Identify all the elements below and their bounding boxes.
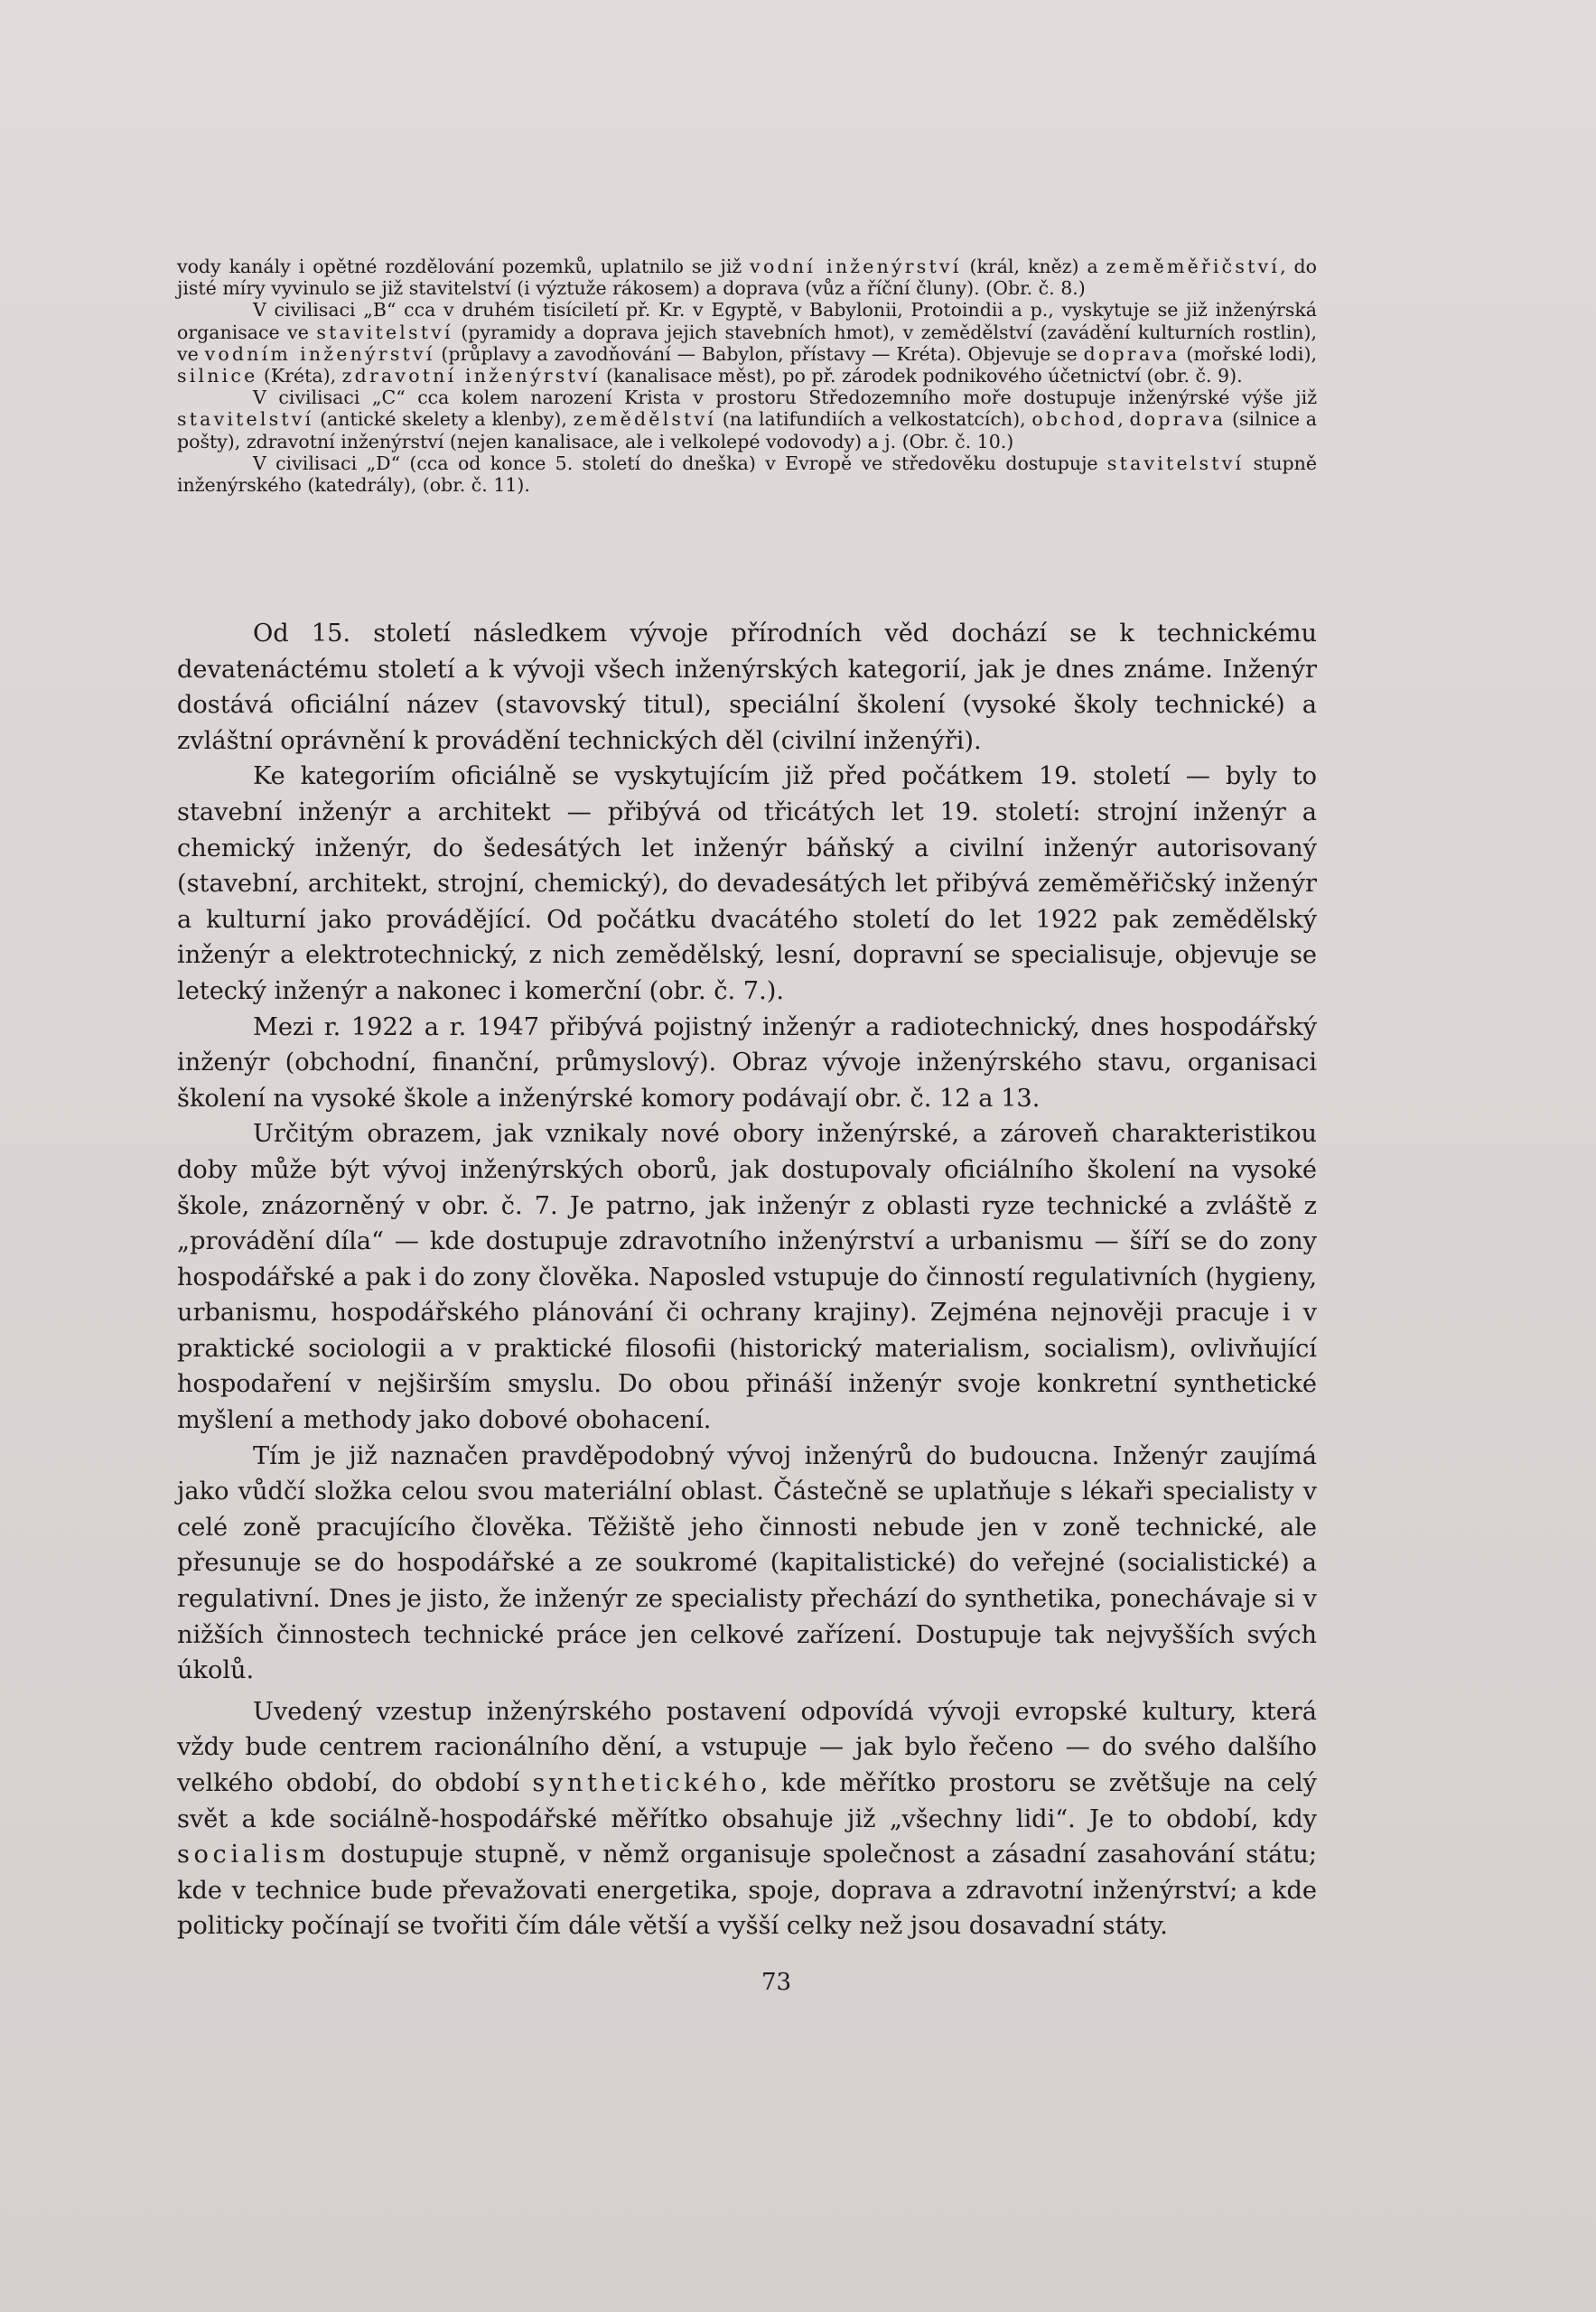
text-run: Ke kategoriím oficiálně se vyskytujícím již před počátkem 19. století — byly to stavební inženýr a architekt — přibývá od třicátých let 19. století: strojní inženýr a chemický inženýr, do šedesátých let inženýr báňský a civilní inženýr autorisovaný (stavební, architekt, strojní, chemický), do devadesátých let přibývá zeměměřičský inženýr a kulturní jako provádějící. Od počátku dvacátého století do let 1922 pak zemědělský inženýr a elektrotechnický, z nich zemědělský, lesní, dopravní se specialisuje, objevuje se letecký inženýr a nakonec i komerční (obr. č. 7.). <box>177 762 1317 1005</box>
text-run: , <box>1117 408 1130 431</box>
body-paragraph <box>177 1694 1317 1944</box>
text-run: Od 15. století následkem vývoje přírodních věd dochází se k technickému devatenáctému století a k vývoji všech inženýrských kategorií, jak je dnes známe. Inženýr dostává oficiální název (stavovský titul), speciální školení (vysoké školy technické) a zvláštní oprávnění k provádění technických děl (civilní inženýři). <box>177 620 1317 755</box>
emphasised-term: zemědělství <box>573 408 717 431</box>
page-number: 73 <box>761 1969 792 1996</box>
body-paragraph <box>177 1010 1317 1117</box>
civilisation-notes <box>177 256 1317 496</box>
emphasised-term: doprava <box>1083 342 1181 365</box>
small-paragraph <box>177 299 1317 387</box>
emphasised-term: vodní inženýrství <box>750 256 962 277</box>
text-run: (kanalisace měst), po př. zárodek podnikového účetnictví (obr. č. 9). <box>600 365 1243 387</box>
text-run: dostupuje stupně, v němž organisuje společnost a zásadní zasahování státu; kde v technice bude převažovati energetika, spoje, doprava a zdravotní inženýrství; a kde politicky počínají se tvořiti čím dále větší a vyšší celky než jsou dosavadní státy. <box>177 1841 1317 1941</box>
text-run: Určitým obrazem, jak vznikaly nové obory inženýrské, a zároveň charakteristikou doby může být vývoj inženýrských oborů, jak dostupovaly oficiálního školení na vysoké škole, znázorněný v obr. č. 7. Je patrno, jak inženýr z oblasti ryze technické a zvláště z „provádění díla“ — kde dostupuje zdravotního inženýrství a urbanismu — šíří se do zony hospodářské a pak i do zony člověka. Naposled vstupuje do činností regulativních (hygieny, urbanismu, hospodářského plánování či ochrany krajiny). Zejména nejnověji pracuje i v praktické sociologii a v praktické filosofii (historický materialism, socialism), ovlivňující hospodaření v nejširším smyslu. Do obou přináší inženýr svoje konkretní synthetické myšlení a methody jako dobové obohacení. <box>177 1120 1317 1435</box>
text-run: Mezi r. 1922 a r. 1947 přibývá pojistný inženýr a radiotechnický, dnes hospodářský inženýr (obchodní, finanční, průmyslový). Obraz vývoje inženýrského stavu, organisaci školení na vysoké škole a inženýrské komory podávají obr. č. 12 a 13. <box>177 1012 1317 1113</box>
body-paragraph <box>177 759 1317 1009</box>
text-run: (Kréta), <box>257 365 342 387</box>
emphasised-term: stavitelství <box>316 321 453 343</box>
text-run: (mořské lodi), <box>1180 342 1317 365</box>
emphasised-term: stavitelství <box>1106 452 1245 474</box>
emphasised-term: doprava <box>1129 408 1227 431</box>
body-paragraph <box>177 1116 1317 1438</box>
emphasised-term: synthetického <box>532 1769 761 1797</box>
body-paragraph <box>177 616 1317 759</box>
text-run: Tím je již naznačen pravděpodobný vývoj inženýrů do budoucna. Inženýr zaujímá jako vůdčí složka celou svou materiální oblast. Částečně se uplatňuje s lékaři specialisty v celé zoně pracujícího člověka. Těžiště jeho činnosti nebude jen v zoně technické, ale přesunuje se do hospodářské a ze soukromé (kapitalistické) do veřejné (socialistické) a regulativní. Dnes je jisto, že inženýr ze specialisty přechází do synthetika, ponechávaje si v nižších činnostech technické práce jen celkové zařízení. Dostupuje tak nejvyšších svých úkolů. <box>177 1441 1317 1685</box>
text-run: (král, kněz) a <box>961 256 1106 277</box>
text-run: (antické skelety a klenby), <box>313 408 574 431</box>
text-run: (silnice a pošty), zdravotní inženýrství (nejen kanalisace, ale i velkolepé vodovody) a j. (Obr. č. 10.) <box>177 408 1318 452</box>
emphasised-term: silnice <box>177 365 258 387</box>
emphasised-term: zeměměřičství <box>1106 256 1281 277</box>
text-run: V civilisaci „B“ cca v druhém tisíciletí př. Kr. v Egyptě, v Babylonii, Protoindii a p., vyskytuje se již inženýrská organisace ve <box>177 299 1317 343</box>
text-run: (průplavy a zavodňování — Babylon, přístavy — Kréta). Objevuje se <box>434 342 1084 365</box>
text-run: Uvedený vzestup inženýrského postavení odpovídá vývoji evropské kultury, která vždy bude centrem racionálního dění, a vstupuje — jak bylo řečeno — do svého dalšího velkého období, do období <box>177 1697 1317 1797</box>
text-run: V civilisaci „D“ (cca od konce 5. století do dneška) v Evropě ve středověku dostupuje <box>253 452 1107 474</box>
emphasised-term: zdravotní inženýrství <box>341 365 601 387</box>
main-text <box>177 616 1317 1944</box>
emphasised-term: obchod <box>1031 408 1118 431</box>
small-paragraph <box>177 387 1317 452</box>
emphasised-term: socialism <box>177 1841 330 1869</box>
text-run: stupně inženýrského (katedrály), (obr. č. 11). <box>177 452 1318 497</box>
text-run: (na latifundiích a velkostatcích), <box>716 408 1032 431</box>
body-paragraph <box>177 1439 1317 1689</box>
emphasised-term: stavitelství <box>177 408 314 431</box>
text-run: vody kanály i opětné rozdělování pozemků, uplatnilo se již <box>177 256 751 277</box>
text-run: , do jisté míry vyvinulo se již stavitelství (i výztuže rákosem) a doprava (vůz a říční čluny). (Obr. č. 8.) <box>177 256 1317 300</box>
text-run: , kde měřítko prostoru se zvětšuje na celý svět a kde sociálně-hospodářské měřítko obsahuje již „všechny lidi“. Je to období, kdy <box>177 1769 1318 1833</box>
text-run: V civilisaci „C“ cca kolem narození Krista v prostoru Středozemního moře dostupuje inženýrské výše již <box>253 387 1317 409</box>
small-paragraph <box>177 256 1317 299</box>
text-run: (pyramidy a doprava jejich stavebních hmot), v zemědělství (zavádění kulturních rostlin), ve <box>177 321 1317 365</box>
emphasised-term: vodním inženýrství <box>204 342 435 365</box>
small-paragraph <box>177 452 1317 496</box>
